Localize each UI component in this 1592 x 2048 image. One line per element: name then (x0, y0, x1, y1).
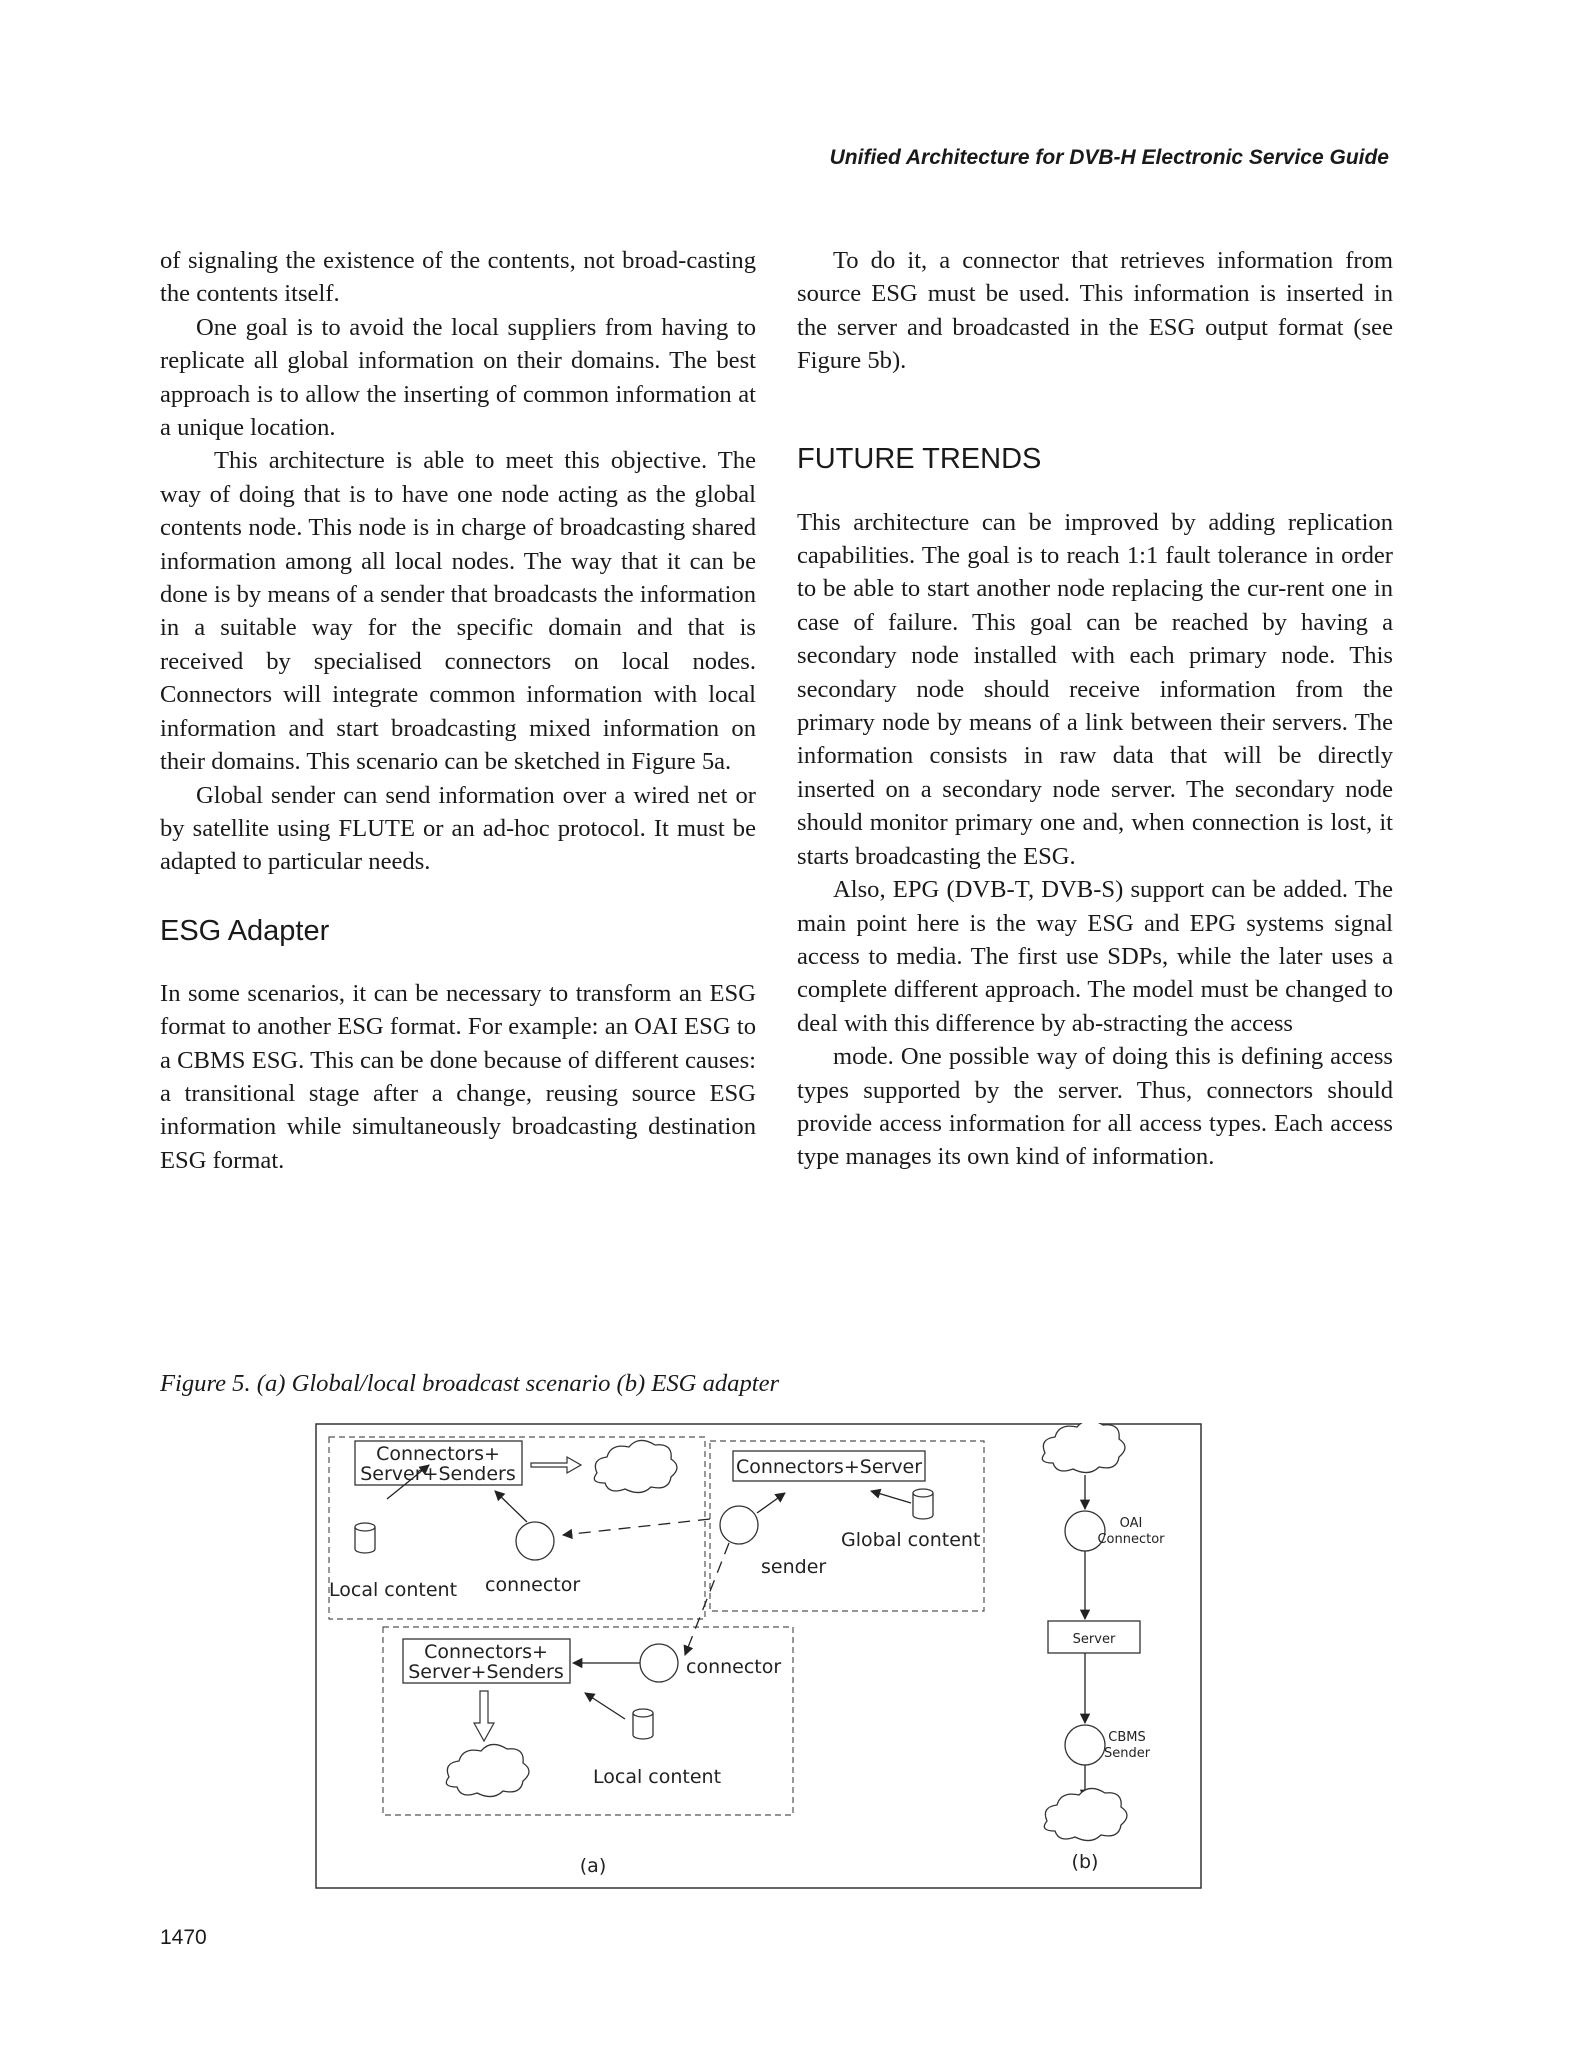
arrow (585, 1693, 625, 1719)
connector-node-1 (516, 1522, 554, 1560)
connector-label-2: connector (686, 1656, 782, 1678)
global-to-local-link-1 (563, 1519, 710, 1535)
cloud-icon (594, 1440, 677, 1492)
page-number: 1470 (160, 1926, 207, 1949)
figure-caption: Figure 5. (a) Global/local broadcast scenario (b) ESG adapter (160, 1370, 780, 1397)
oai-connector-label-line1: OAI (1119, 1516, 1143, 1531)
oai-connector-label-line2: Connector (1097, 1532, 1165, 1547)
paragraph: Global sender can send information over a wired net or by satellite using FLUTE or an ad-hoc protocol. It must be adapted to particular needs. (160, 781, 756, 876)
database-icon (913, 1489, 933, 1519)
right-column (797, 244, 1393, 1174)
paragraph: mode. One possible way of doing this is defining access types supported by the server. Thus, connectors should provide access information for all access types. Each access type manages its own kind of information. (797, 1043, 1393, 1171)
paragraph: of signaling the existence of the contents, not broad-casting the contents itself. (160, 247, 756, 308)
paragraph: One goal is to avoid the local suppliers from having to replicate all global information on their domains. The best approach is to allow the inserting of common information at a unique location. (160, 313, 756, 442)
panel-a-label: (a) (579, 1855, 607, 1877)
running-title: Unified Architecture for DVB-H Electronic Service Guide (829, 146, 1389, 169)
paragraph: This architecture is able to meet this objective. The way of doing that is to have one node acting as the global contents node. This node is in charge of broadcasting shared information among all local nodes. The way that it can be done is by means of a sender that broadcasts the information in a suitable way for the specific domain and that is received by specialised connectors on local nodes. Connectors will integrate common information with local information and start broadcasting mixed information on their domains. This scenario can be sketched in Figure 5a. (160, 447, 756, 776)
global-to-local-link-2 (685, 1543, 729, 1655)
paragraph: In some scenarios, it can be necessary to transform an ESG format to another ESG format. For example: an OAI ESG to a CBMS ESG. This can be done because of different causes: a transitional stage after a change, reusing source ESG information while simultaneously broadcasting destination ESG format. (160, 979, 756, 1174)
section-heading-future-trends: FUTURE TRENDS (797, 442, 1042, 475)
cbms-sender-node (1065, 1725, 1105, 1765)
cbms-sender-label-line1: CBMS (1108, 1730, 1146, 1745)
local-content-label-1: Local content (329, 1579, 458, 1601)
local-content-label-2: Local content (593, 1766, 722, 1788)
connector-node-2 (640, 1644, 678, 1682)
section-heading-esg-adapter: ESG Adapter (160, 914, 330, 947)
global-content-label: Global content (841, 1529, 981, 1551)
server-box-2-line1: Connectors+ (424, 1641, 548, 1663)
database-icon (633, 1709, 653, 1739)
sender-node (720, 1506, 758, 1544)
left-column (160, 244, 756, 1177)
database-icon (355, 1523, 375, 1553)
connector-label-1: connector (485, 1574, 581, 1596)
server-label-b: Server (1072, 1632, 1116, 1647)
figure-diagram (315, 1423, 1202, 1889)
cloud-icon (446, 1744, 529, 1796)
broadcast-arrow-2 (474, 1691, 494, 1741)
server-box-1-line2: Server+Senders (360, 1463, 516, 1485)
panel-b-label: (b) (1071, 1851, 1099, 1873)
cbms-sender-label-line2: Sender (1103, 1746, 1151, 1761)
cloud-icon (1042, 1423, 1125, 1473)
arrow (757, 1493, 785, 1513)
paragraph: Also, EPG (DVB-T, DVB-S) support can be added. The main point here is the way ESG and EPG systems signal access to media. The first use SDPs, while the later uses a complete different approach. The model must be changed to deal with this difference by ab-stracting the access (797, 876, 1393, 1037)
paragraph: To do it, a connector that retrieves information from source ESG must be used. This information is inserted in the server and broadcasted in the ESG output format (see Figure 5b). (797, 247, 1393, 375)
sender-label: sender (761, 1556, 827, 1578)
broadcast-arrow-1 (531, 1457, 581, 1473)
paragraph: This architecture can be improved by adding replication capabilities. The goal is to reach 1:1 fault tolerance in order to be able to start another node replacing the cur-rent one in case of failure. This goal can be reached by having a secondary node installed with each primary node. This secondary node should receive information from the primary node by means of a link between their servers. The information consists in raw data that will be directly inserted on a secondary node server. The secondary node should monitor primary one and, when connection is lost, it starts broadcasting the ESG. (797, 508, 1393, 870)
global-server-box-label: Connectors+Server (735, 1456, 923, 1478)
server-box-1-line1: Connectors+ (376, 1443, 500, 1465)
arrow (871, 1491, 911, 1503)
server-box-2-line2: Server+Senders (408, 1661, 564, 1683)
cloud-icon (1044, 1788, 1127, 1840)
arrow (495, 1491, 527, 1522)
figure-5 (315, 1423, 1202, 1889)
